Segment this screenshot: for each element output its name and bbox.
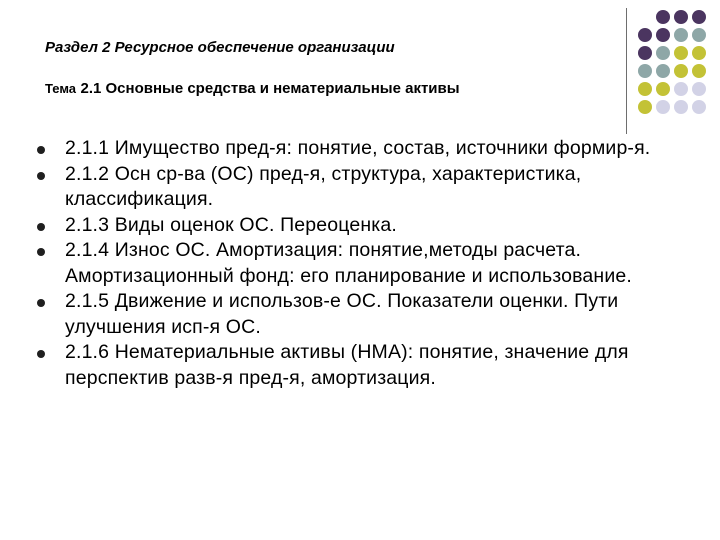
decorative-dot <box>674 10 688 24</box>
bullet-icon <box>37 248 45 256</box>
decorative-dot <box>692 46 706 60</box>
decorative-dot <box>674 82 688 96</box>
list-item <box>34 213 684 239</box>
decorative-dot <box>656 82 670 96</box>
list-item <box>34 340 684 391</box>
bullet-icon <box>37 350 45 358</box>
decorative-dot <box>674 64 688 78</box>
topic-title <box>45 80 460 98</box>
decorative-dot <box>638 28 652 42</box>
decorative-dot <box>656 46 670 60</box>
decorative-dot <box>692 64 706 78</box>
list-item <box>34 162 684 213</box>
bullet-icon <box>37 172 45 180</box>
decorative-dot <box>692 28 706 42</box>
topics-list <box>34 136 684 391</box>
decorative-dot <box>638 64 652 78</box>
header-divider <box>626 8 627 134</box>
bullet-icon <box>37 223 45 231</box>
list-item-text: 2.1.5 Движение и использов-е ОС. Показатели оценки. Пути улучшения исп-я ОС. <box>65 290 619 338</box>
section-title: Раздел 2 Ресурсное обеспечение организации <box>45 39 395 56</box>
topic-prefix: Тема <box>45 81 77 96</box>
list-item-text: 2.1.3 Виды оценок ОС. Переоценка. <box>65 213 397 236</box>
decorative-dot <box>674 100 688 114</box>
decorative-dot-grid <box>638 10 710 122</box>
list-item <box>34 238 684 289</box>
list-item-text: 2.1.2 Осн ср-ва (ОС) пред-я, структура, характеристика, классификация. <box>65 162 582 210</box>
decorative-dot <box>692 100 706 114</box>
list-item-text: 2.1.6 Нематериальные активы (НМА): понятие, значение для перспектив разв-я пред-я, амортизация. <box>65 341 629 389</box>
decorative-dot <box>656 28 670 42</box>
decorative-dot <box>638 100 652 114</box>
bullet-icon <box>37 299 45 307</box>
decorative-dot <box>638 82 652 96</box>
decorative-dot <box>656 10 670 24</box>
decorative-dot <box>692 82 706 96</box>
decorative-dot <box>656 100 670 114</box>
decorative-dot <box>638 46 652 60</box>
list-item-text: 2.1.4 Износ ОС. Амортизация: понятие,методы расчета. Амортизационный фонд: его планирование и использование. <box>65 239 632 287</box>
bullet-icon <box>37 146 45 154</box>
decorative-dot <box>656 64 670 78</box>
list-item <box>34 136 684 162</box>
decorative-dot <box>674 28 688 42</box>
list-item-text: 2.1.1 Имущество пред-я: понятие, состав, источники формир-я. <box>65 137 651 159</box>
topic-name: 2.1 Основные средства и нематериальные активы <box>80 80 460 97</box>
decorative-dot <box>674 46 688 60</box>
decorative-dot <box>692 10 706 24</box>
list-item <box>34 289 684 340</box>
